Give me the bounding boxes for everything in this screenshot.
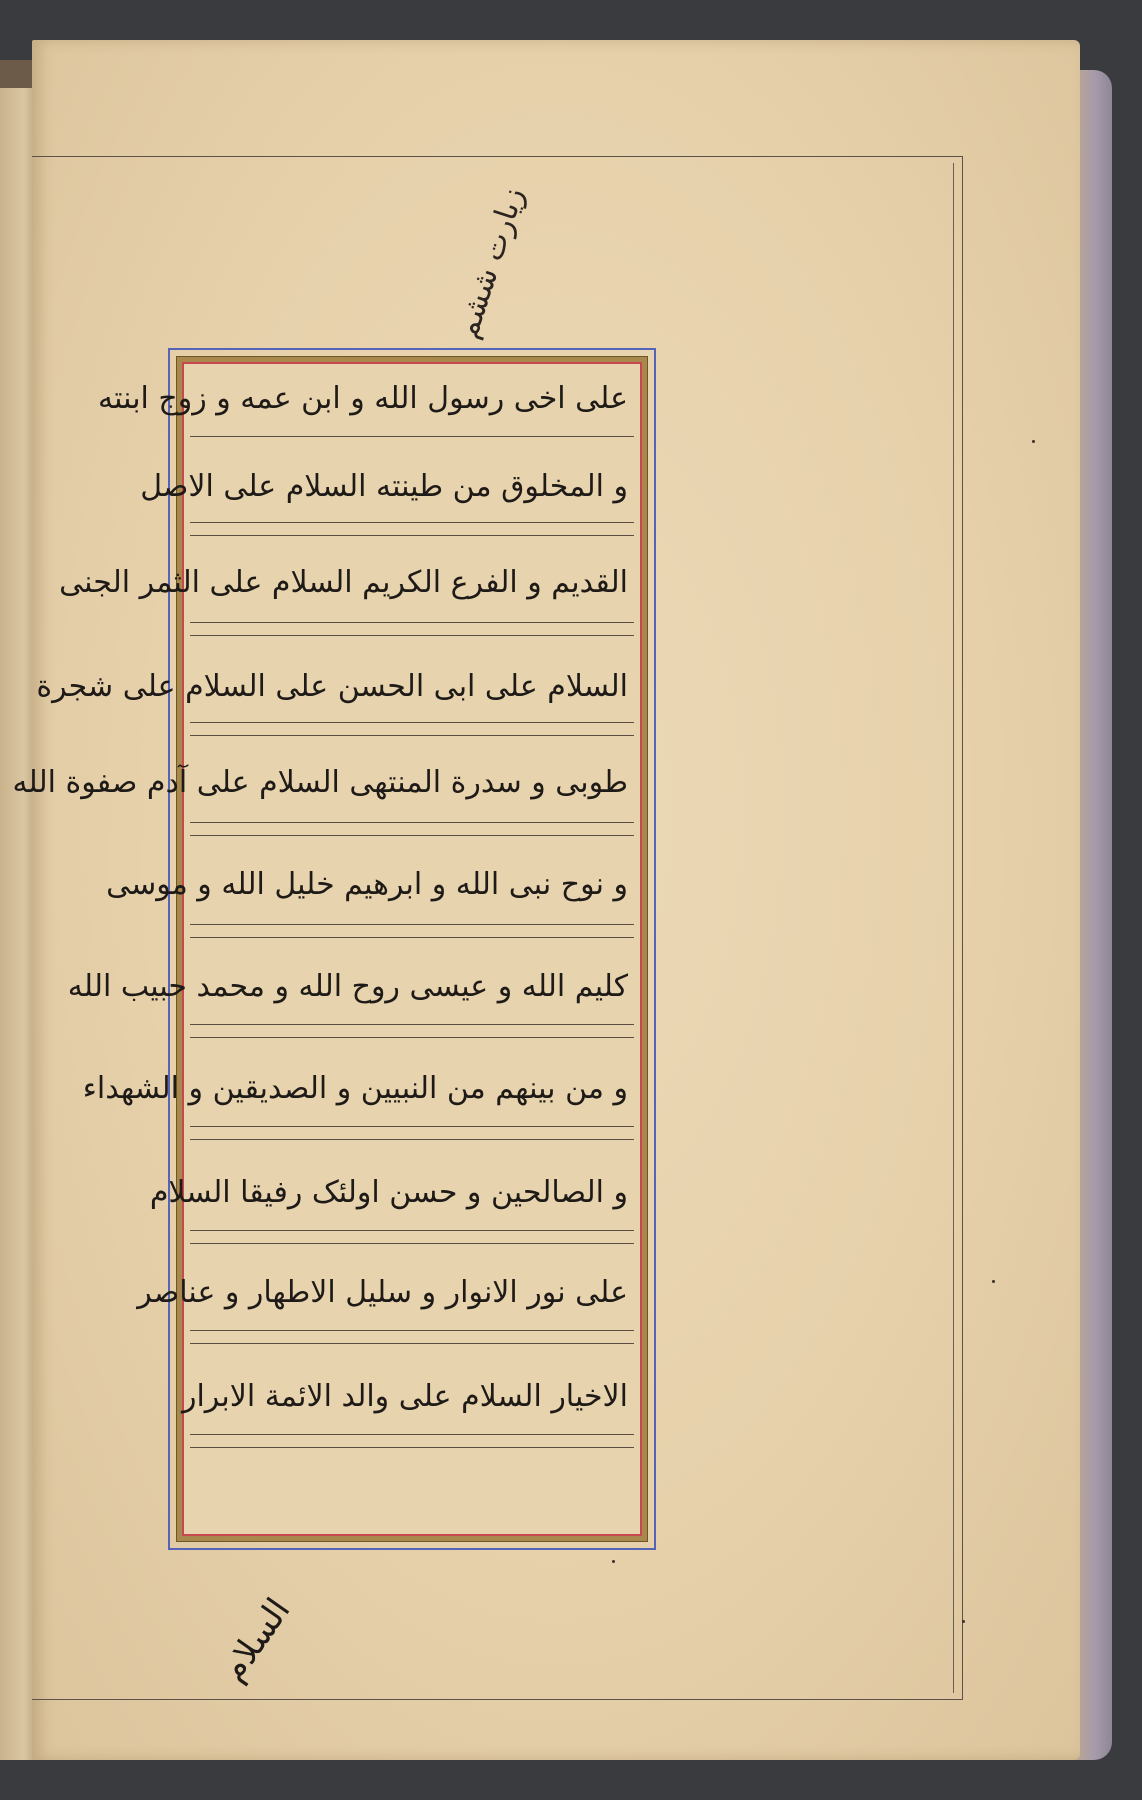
text-line-3: القدیم و الفرع الکریم السلام علی الثمر الجنی	[59, 565, 628, 600]
ruling-line	[190, 522, 634, 523]
ruling-line	[190, 722, 634, 723]
book	[0, 30, 1112, 1765]
paper-speck	[962, 1620, 965, 1623]
text-line-7: کلیم الله و عیسی روح الله و محمد حبیب الله	[67, 969, 628, 1004]
page-heading: زیارت ششم	[449, 183, 532, 343]
text-line-4: السلام علی ابی الحسن علی السلام علی شجرة	[36, 669, 628, 704]
paper-speck	[992, 1280, 995, 1283]
text-line-10: علی نور الانوار و سلیل الاطهار و عناصر	[137, 1275, 628, 1310]
ruling-line	[190, 1434, 634, 1435]
ruling-line	[190, 1024, 634, 1025]
text-line-6: و نوح نبی الله و ابرهیم خلیل الله و موسی	[106, 867, 628, 902]
ruling-line	[190, 622, 634, 623]
text-line-5: طوبی و سدرة المنتهی السلام علی آدم صفوة الله	[12, 765, 628, 800]
ruling-line	[190, 924, 634, 925]
catchword: السلام	[213, 1591, 299, 1689]
ruling-line	[190, 1330, 634, 1331]
text-panel	[12, 348, 656, 1550]
text-line-11: الاخیار السلام علی والد الائمة الابرار	[181, 1379, 628, 1414]
ruling-line	[190, 1230, 634, 1231]
gold-border	[12, 356, 648, 1542]
paper-speck	[1032, 440, 1035, 443]
manuscript-page	[12, 40, 1080, 1760]
ruling-line	[190, 822, 634, 823]
text-line-8: و من بینهم من النبیین و الصدیقین و الشهداء	[82, 1071, 628, 1106]
text-line-1: علی اخی رسول الله و ابن عمه و زوج ابنته	[98, 381, 628, 416]
text-block	[12, 362, 642, 1536]
paper-speck	[612, 1560, 615, 1563]
text-line-2: و المخلوق من طینته السلام علی الاصل	[140, 469, 628, 504]
ruling-line	[190, 436, 634, 437]
ruling-line	[190, 1126, 634, 1127]
text-line-9: و الصالحین و حسن اولئک رفیقا السلام	[149, 1175, 628, 1210]
